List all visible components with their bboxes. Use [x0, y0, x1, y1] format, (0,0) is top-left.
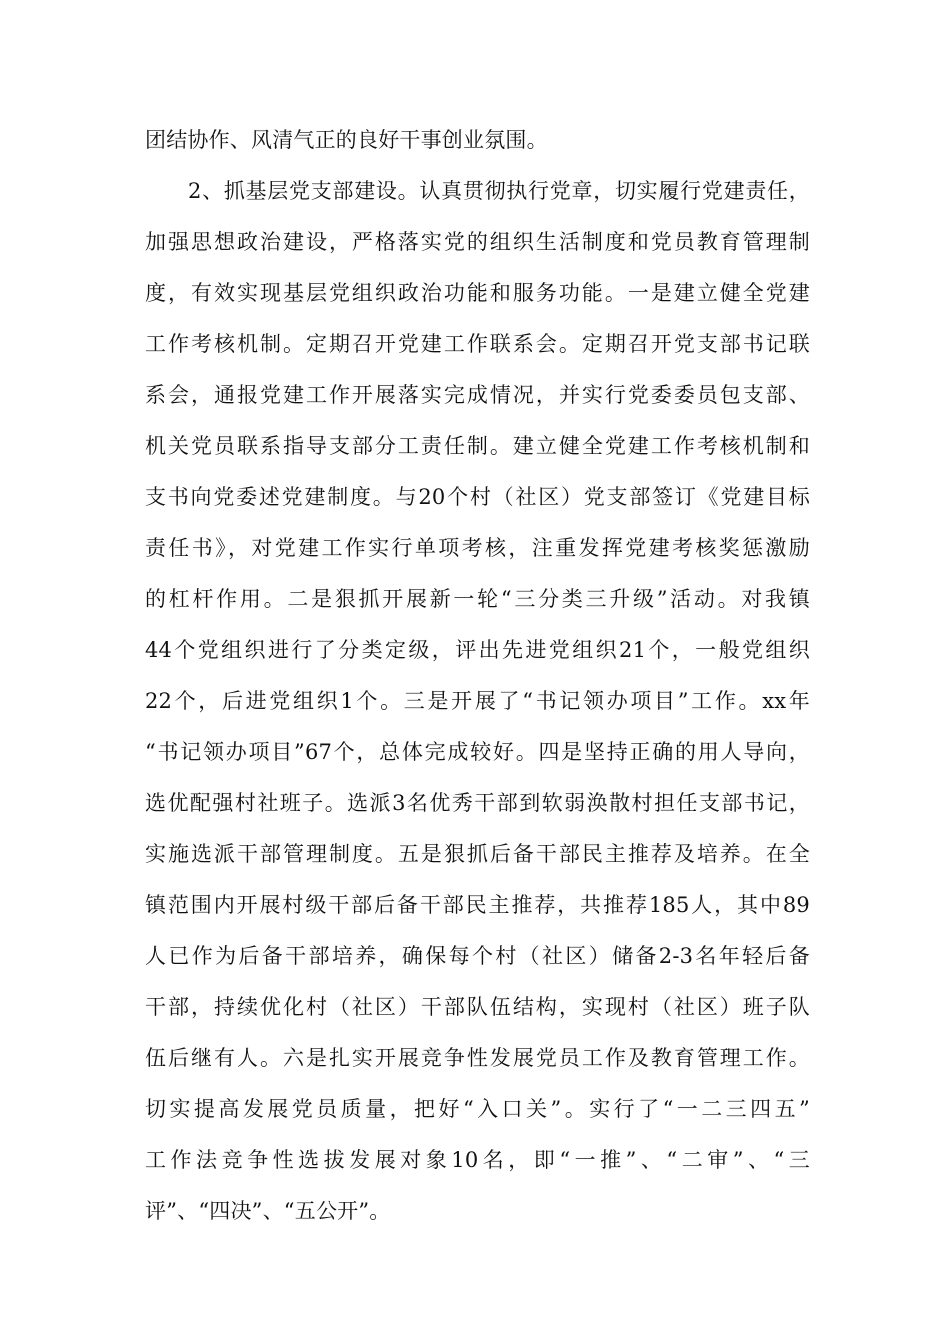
paragraph-line: 的杠杆作用。二是狠抓开展新一轮“三分类三升级”活动。对我镇	[145, 587, 810, 611]
paragraph-line: 机关党员联系指导支部分工责任制。建立健全党建工作考核机制和	[145, 434, 810, 458]
paragraph-line: 选优配强村社班子。选派3名优秀干部到软弱涣散村担任支部书记，	[145, 791, 810, 815]
paragraph-line: 工作法竞争性选拔发展对象10名，即“一推”、“二审”、“三	[145, 1148, 810, 1172]
paragraph-line: 责任书》，对党建工作实行单项考核，注重发挥党建考核奖惩激励	[145, 536, 810, 560]
paragraph-line: 工作考核机制。定期召开党建工作联系会。定期召开党支部书记联	[145, 332, 810, 356]
paragraph-line: 加强思想政治建设，严格落实党的组织生活制度和党员教育管理制	[145, 230, 810, 254]
paragraph-line: 22个，后进党组织1个。三是开展了“书记领办项目”工作。xx年	[145, 689, 810, 713]
paragraph-line: 伍后继有人。六是扎实开展竞争性发展党员工作及教育管理工作。	[145, 1046, 810, 1070]
paragraph-line: 切实提高发展党员质量，把好“入口关”。实行了“一二三四五”	[145, 1097, 810, 1121]
paragraph-line: 系会，通报党建工作开展落实完成情况，并实行党委委员包支部、	[145, 383, 810, 407]
paragraph-line: “书记领办项目”67个，总体完成较好。四是坚持正确的用人导向，	[145, 740, 810, 764]
paragraph-line: 2、抓基层党支部建设。认真贯彻执行党章，切实履行党建责任，	[188, 179, 810, 203]
paragraph-line: 44个党组织进行了分类定级，评出先进党组织21个，一般党组织	[145, 638, 810, 662]
paragraph-line: 人已作为后备干部培养，确保每个村（社区）储备2-3名年轻后备	[145, 944, 810, 968]
paragraph-line: 干部，持续优化村（社区）干部队伍结构，实现村（社区）班子队	[145, 995, 810, 1019]
paragraph-line: 实施选派干部管理制度。五是狠抓后备干部民主推荐及培养。在全	[145, 842, 810, 866]
paragraph-line: 团结协作、风清气正的良好干事创业氛围。	[145, 128, 548, 152]
paragraph-line: 度，有效实现基层党组织政治功能和服务功能。一是建立健全党建	[145, 281, 810, 305]
paragraph-line: 评”、“四决”、“五公开”。	[145, 1199, 391, 1223]
paragraph-line: 支书向党委述党建制度。与20个村（社区）党支部签订《党建目标	[145, 485, 810, 509]
paragraph-line: 镇范围内开展村级干部后备干部民主推荐，共推荐185人，其中89	[145, 893, 810, 917]
